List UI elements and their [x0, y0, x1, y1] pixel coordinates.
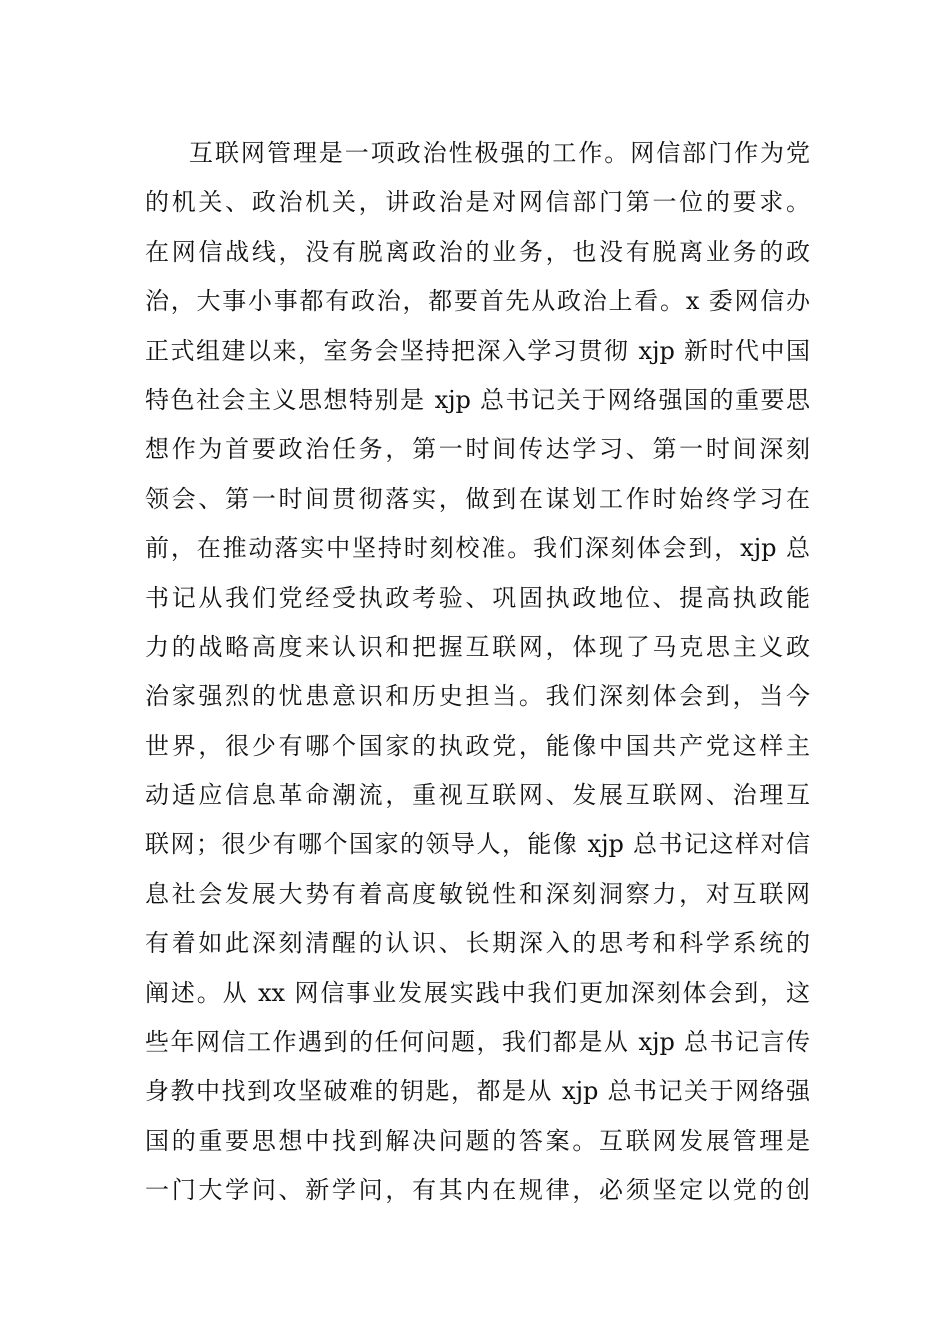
text-line-4: 治，大事小事都有政治，都要首先从政治上看。x 委网信办	[145, 287, 810, 316]
text-line-1: 互联网管理是一项政治性极强的工作。网信部门作为党	[189, 139, 810, 167]
text-line-7: 想作为首要政治任务，第一时间传达学习、第一时间深刻	[145, 435, 810, 464]
text-line-10: 书记从我们党经受执政考验、巩固执政地位、提高执政能	[145, 583, 810, 612]
text-line-21: 国的重要思想中找到解决问题的答案。互联网发展管理是	[145, 1126, 810, 1155]
text-line-3: 在网信战线，没有脱离政治的业务，也没有脱离业务的政	[145, 237, 810, 266]
text-line-12: 治家强烈的忧患意识和历史担当。我们深刻体会到，当今	[145, 682, 810, 711]
text-line-11: 力的战略高度来认识和把握互联网，体现了马克思主义政	[145, 632, 810, 661]
text-line-13: 世界，很少有哪个国家的执政党，能像中国共产党这样主	[145, 731, 810, 760]
text-line-14: 动适应信息革命潮流，重视互联网、发展互联网、治理互	[145, 781, 810, 810]
text-line-5: 正式组建以来，室务会坚持把深入学习贯彻 xjp 新时代中国	[145, 336, 810, 365]
text-line-16: 息社会发展大势有着高度敏锐性和深刻洞察力，对互联网	[145, 879, 810, 908]
text-line-17: 有着如此深刻清醒的认识、长期深入的思考和科学系统的	[145, 929, 810, 958]
text-line-20: 身教中找到攻坚破难的钥匙，都是从 xjp 总书记关于网络强	[145, 1077, 810, 1106]
text-line-9: 前，在推动落实中坚持时刻校准。我们深刻体会到，xjp 总	[145, 534, 810, 563]
text-line-18: 阐述。从 xx 网信事业发展实践中我们更加深刻体会到，这	[145, 978, 810, 1007]
text-line-8: 领会、第一时间贯彻落实，做到在谋划工作时始终学习在	[145, 484, 810, 513]
body-paragraph	[145, 129, 810, 1216]
text-line-6: 特色社会主义思想特别是 xjp 总书记关于网络强国的重要思	[145, 385, 810, 414]
text-line-22: 一门大学问、新学问，有其内在规律，必须坚定以党的创	[145, 1176, 810, 1205]
text-line-2: 的机关、政治机关，讲政治是对网信部门第一位的要求。	[145, 188, 810, 217]
text-line-15: 联网；很少有哪个国家的领导人，能像 xjp 总书记这样对信	[145, 830, 810, 859]
text-line-19: 些年网信工作遇到的任何问题，我们都是从 xjp 总书记言传	[145, 1028, 810, 1057]
